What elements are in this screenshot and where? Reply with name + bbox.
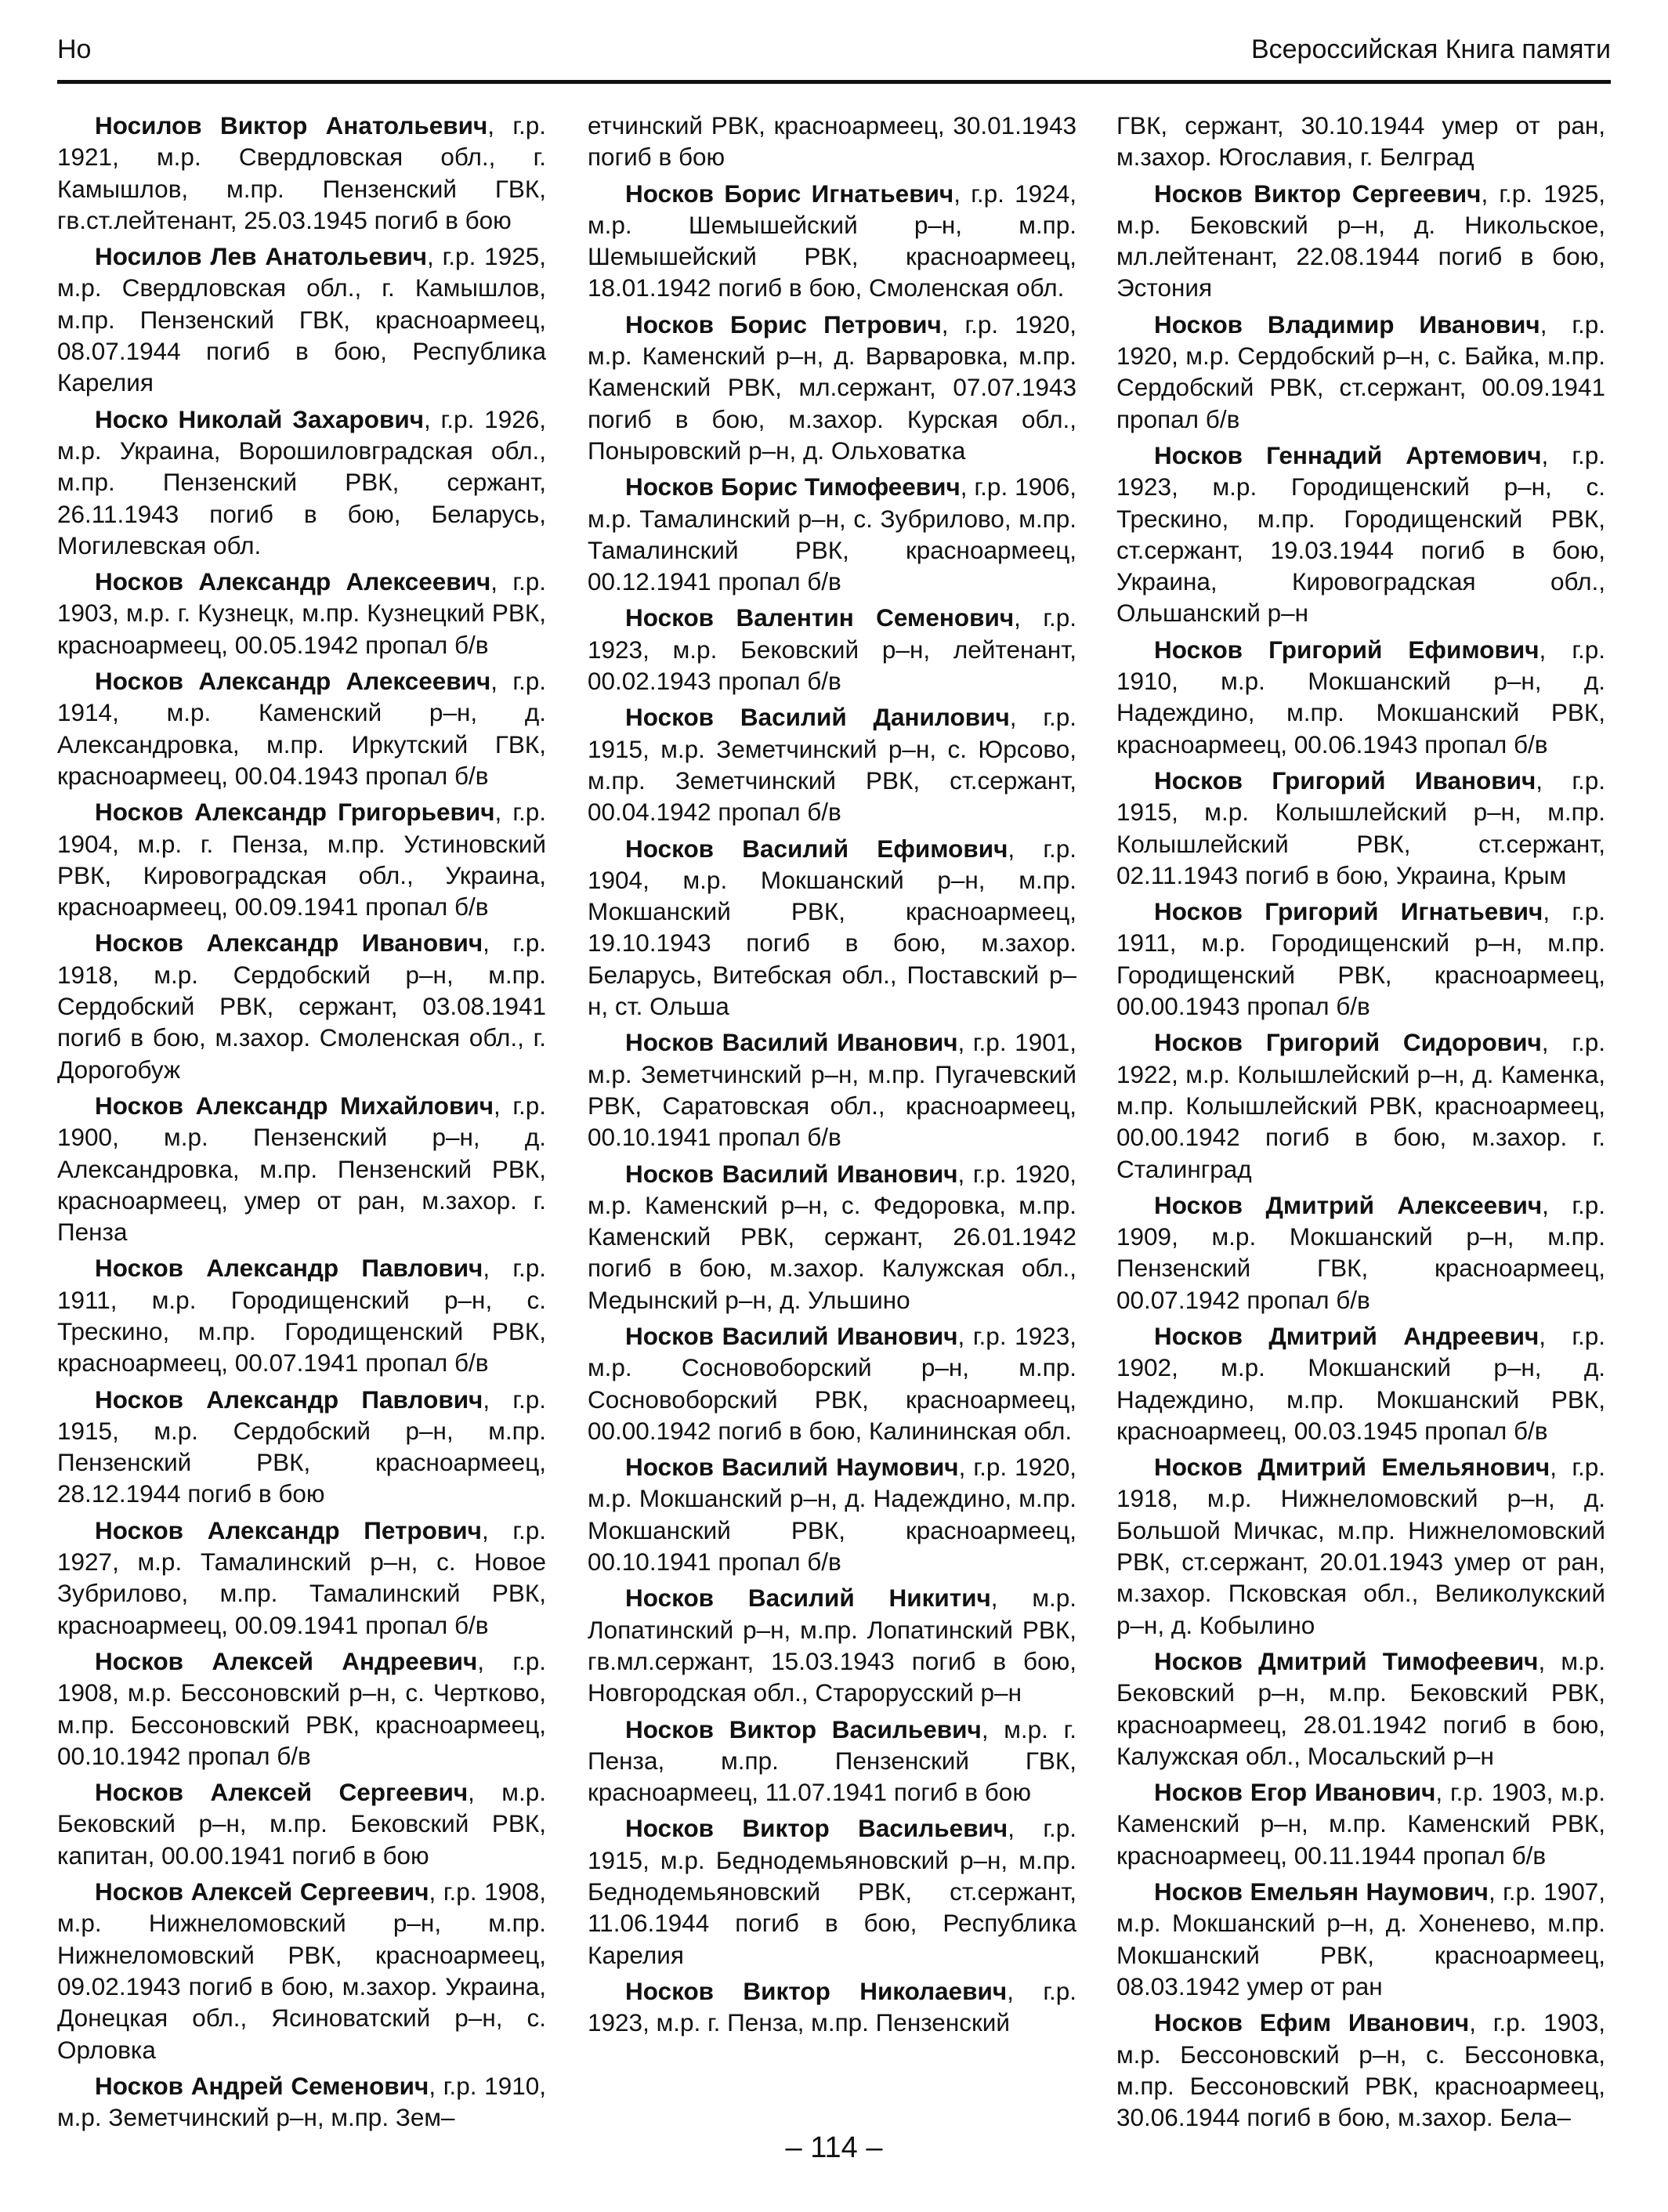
entry-details: , г.р. 1903, м.р. г. Кузнецк, м.пр. Кузнецкий РВК, красноармеец, 00.05.1942 пропал б/в bbox=[57, 567, 546, 659]
entry-details: , г.р. 1906, м.р. Тамалинский р–н, с. Зубрилово, м.пр. Тамалинский РВК, красноармеец, 00.12.1941 пропал б/в bbox=[588, 472, 1077, 596]
entry-details: , г.р. 1926, м.р. Украина, Ворошиловградская обл., м.пр. Пензенский РВК, сержант, 26.11.1943 погиб в бою, Беларусь, Могилевская обл. bbox=[57, 404, 547, 559]
person-name: Носков Борис Игнатьевич bbox=[625, 179, 954, 208]
person-name: Носков Виктор Николаевич bbox=[625, 1976, 1008, 2005]
entry-details: , г.р. 1923, м.р. Сосновоборский р–н, м.пр. Сосновоборский РВК, красноармеец, 00.00.1942 погиб в бою, Калининская обл. bbox=[588, 1321, 1076, 1445]
entry-details: , г.р. 1925, м.р. Свердловская обл., г. Камышлов, м.пр. Пензенский ГВК, красноармеец, 08.07.1944 погиб в бою, Республика Карелия bbox=[57, 242, 547, 397]
person-name: Носков Борис Петрович bbox=[625, 310, 942, 338]
memorial-entry bbox=[588, 701, 1076, 827]
person-name: Носков Василий Иванович bbox=[625, 1321, 958, 1350]
entry-details: , г.р. 1914, м.р. Каменский р–н, д. Александровка, м.пр. Иркутский ГВК, красноармеец, 00.04.1943 пропал б/в bbox=[57, 667, 546, 790]
person-name: Носков Василий Иванович bbox=[625, 1159, 958, 1188]
person-name: Носков Алексей Сергеевич bbox=[95, 1778, 469, 1807]
person-name: Носилов Виктор Анатольевич bbox=[95, 111, 488, 139]
memorial-entry bbox=[1116, 1320, 1605, 1446]
person-name: Носков Борис Тимофеевич bbox=[625, 472, 961, 501]
entry-details: , г.р. 1902, м.р. Мокшанский р–н, д. Надеждино, м.пр. Мокшанский РВК, красноармеец, 00.03.1945 пропал б/в bbox=[1116, 1321, 1606, 1445]
memorial-entry bbox=[588, 1975, 1076, 2039]
memorial-entry bbox=[57, 796, 546, 922]
memorial-entry bbox=[57, 927, 546, 1084]
memorial-entry bbox=[57, 110, 546, 236]
entry-details: , г.р. 1920, м.р. Каменский р–н, с. Федоровка, м.пр. Каменский РВК, сержант, 26.01.1942 погиб в бою, м.захор. Калужская обл., Медынский р–н, д. Ульшино bbox=[588, 1159, 1076, 1314]
memorial-entry bbox=[588, 1812, 1076, 1970]
memorial-entry bbox=[588, 833, 1076, 1023]
entry-details: етчинский РВК, красноармеец, 30.01.1943 погиб в бою bbox=[588, 111, 1076, 172]
memorial-entry bbox=[588, 602, 1076, 697]
book-title: Всероссийская Книга памяти bbox=[1250, 34, 1611, 64]
memorial-entry bbox=[588, 178, 1076, 304]
memorial-entry bbox=[57, 665, 546, 791]
text-column-3 bbox=[1116, 110, 1605, 2138]
person-name: Носков Василий Ефимович bbox=[625, 834, 1008, 863]
memorial-entry bbox=[1116, 110, 1605, 173]
page-number: – 114 – bbox=[785, 2131, 883, 2164]
memorial-entry bbox=[1116, 1776, 1605, 1871]
entry-details: , г.р. 1903, м.р. Бессоновский р–н, с. Бессоновка, м.пр. Бессоновский РВК, красноармеец, 30.06.1944 погиб в бою, м.захор. Бела– bbox=[1116, 2008, 1605, 2132]
memorial-entry bbox=[588, 1320, 1076, 1446]
person-name: Носков Ефим Иванович bbox=[1154, 2008, 1470, 2037]
memorial-entry bbox=[588, 471, 1076, 597]
entry-details: , г.р. 1915, м.р. Земетчинский р–н, с. Юрсово, м.пр. Земетчинский РВК, ст.сержант, 00.04.1942 пропал б/в bbox=[588, 703, 1076, 827]
text-column-2 bbox=[588, 110, 1076, 2044]
memorial-entry bbox=[57, 1876, 546, 2065]
entry-details: , г.р. 1915, м.р. Сердобский р–н, м.пр. Пензенский РВК, красноармеец, 28.12.1944 погиб в бою bbox=[57, 1385, 546, 1508]
entry-details: , г.р. 1920, м.р. Сердобский р–н, с. Байка, м.пр. Сердобский РВК, ст.сержант, 00.09.1941 пропал б/в bbox=[1116, 310, 1605, 433]
running-head-letters: Но bbox=[57, 34, 92, 64]
memorial-entry bbox=[57, 1515, 546, 1641]
entry-details: , г.р. 1920, м.р. Мокшанский р–н, д. Надеждино, м.пр. Мокшанский РВК, красноармеец, 00.10.1941 пропал б/в bbox=[588, 1453, 1076, 1577]
entry-details: , м.р. Бековский р–н, м.пр. Бековский РВК, красноармеец, 28.01.1942 погиб в бою, Калужская обл., Мосальский р–н bbox=[1116, 1646, 1606, 1770]
person-name: Носков Валентин Семенович bbox=[625, 603, 1015, 632]
person-name: Носков Владимир Иванович bbox=[1154, 310, 1540, 338]
entry-details: , г.р. 1915, м.р. Колышлейский р–н, м.пр. Колышлейский РВК, ст.сержант, 02.11.1943 погиб в бою, Украина, Крым bbox=[1116, 766, 1605, 889]
memorial-entry bbox=[57, 1252, 546, 1378]
person-name: Носков Григорий Иванович bbox=[1154, 766, 1536, 795]
memorial-entry bbox=[57, 1776, 546, 1871]
text-column-1 bbox=[57, 110, 546, 2138]
entry-details: , г.р. 1910, м.р. Мокшанский р–н, д. Надеждино, м.пр. Мокшанский РВК, красноармеец, 00.06.1943 пропал б/в bbox=[1116, 635, 1605, 758]
memorial-entry bbox=[57, 1384, 546, 1510]
entry-details: , м.р. Лопатинский р–н, м.пр. Лопатинский РВК, гв.мл.сержант, 15.03.1943 погиб в бою, Новгородская обл., Старорусский р–н bbox=[588, 1584, 1076, 1707]
person-name: Носков Александр Алексеевич bbox=[95, 567, 491, 596]
entry-details: , г.р. 1901, м.р. Земетчинский р–н, м.пр. Пугачевский РВК, Саратовская обл., красноармеец, 00.10.1941 пропал б/в bbox=[588, 1028, 1076, 1152]
person-name: Носков Виктор Сергеевич bbox=[1154, 179, 1482, 208]
entry-details: , г.р. 1923, м.р. Городищенский р–н, с. Трескино, м.пр. Городищенский РВК, ст.сержант, 19.03.1944 погиб в бою, Украина, Кировоградская обл., Ольшанский р–н bbox=[1116, 440, 1606, 628]
memorial-entry bbox=[1116, 1645, 1605, 1772]
person-name: Носков Дмитрий Андреевич bbox=[1154, 1321, 1540, 1350]
person-name: Носков Емельян Наумович bbox=[1154, 1877, 1489, 1906]
entry-details: , г.р. 1908, м.р. Бессоновский р–н, с. Чертково, м.пр. Бессоновский РВК, красноармеец, 00.10.1942 пропал б/в bbox=[57, 1646, 546, 1770]
person-name: Носков Алексей Андреевич bbox=[95, 1646, 478, 1675]
entry-details: , г.р. 1923, м.р. г. Пенза, м.пр. Пензенский bbox=[588, 1976, 1076, 2037]
memorial-entry bbox=[1116, 1876, 1605, 2002]
memorial-entry bbox=[1116, 1026, 1605, 1184]
person-name: Носков Василий Данилович bbox=[625, 703, 1010, 732]
person-name: Носков Александр Григорьевич bbox=[95, 798, 495, 827]
memorial-entry bbox=[1116, 2007, 1605, 2133]
person-name: Носков Виктор Васильевич bbox=[625, 1814, 1008, 1843]
entry-details: , г.р. 1904, м.р. г. Пенза, м.пр. Устиновский РВК, Кировоградская обл., Украина, красноармеец, 00.09.1941 пропал б/в bbox=[57, 798, 546, 921]
entry-details: , г.р. 1900, м.р. Пензенский р–н, д. Александровка, м.пр. Пензенский РВК, красноармеец, умер от ран, м.захор. г. Пенза bbox=[57, 1091, 547, 1247]
person-name: Носков Александр Петрович bbox=[95, 1515, 482, 1544]
memorial-entry bbox=[588, 309, 1076, 466]
memorial-entry bbox=[57, 241, 546, 398]
header-rule bbox=[57, 80, 1611, 84]
person-name: Носков Василий Иванович bbox=[625, 1028, 958, 1057]
person-name: Носков Григорий Ефимович bbox=[1154, 635, 1540, 664]
entry-details: , г.р. 1904, м.р. Мокшанский р–н, м.пр. Мокшанский РВК, красноармеец, 19.10.1943 погиб в бою, м.захор. Беларусь, Витебская обл., Поставский р–н, ст. Ольша bbox=[588, 834, 1076, 1021]
person-name: Носков Василий Наумович bbox=[625, 1453, 959, 1482]
entry-details: , м.р. Бековский р–н, м.пр. Бековский РВК, капитан, 00.00.1941 погиб в бою bbox=[57, 1778, 546, 1870]
person-name: Носков Дмитрий Тимофеевич bbox=[1154, 1646, 1539, 1675]
person-name: Носков Григорий Игнатьевич bbox=[1154, 897, 1543, 926]
memorial-entry bbox=[1116, 440, 1605, 629]
memorial-entry bbox=[588, 1582, 1076, 1708]
entry-details: , м.р. г. Пенза, м.пр. Пензенский ГВК, красноармеец, 11.07.1941 погиб в бою bbox=[588, 1714, 1076, 1807]
entry-details: , г.р. 1908, м.р. Нижнеломовский р–н, м.пр. Нижнеломовский РВК, красноармеец, 09.02.1943 погиб в бою, м.захор. Украина, Донецкая обл., Ясиноватский р–н, с. Орловка bbox=[57, 1877, 546, 2064]
person-name: Носков Александр Михайлович bbox=[95, 1091, 494, 1120]
memorial-entry bbox=[57, 404, 546, 561]
memorial-entry bbox=[1116, 634, 1605, 760]
entry-details: , г.р. 1911, м.р. Городищенский р–н, с. Трескино, м.пр. Городищенский РВК, красноармеец, 00.07.1941 пропал б/в bbox=[57, 1254, 546, 1378]
entry-details: , г.р. 1909, м.р. Мокшанский р–н, м.пр. Пензенский ГВК, красноармеец, 00.07.1942 пропал б/в bbox=[1116, 1190, 1606, 1314]
memorial-entry bbox=[1116, 1189, 1605, 1316]
person-name: Носков Геннадий Артемович bbox=[1154, 440, 1542, 469]
person-name: Носков Василий Никитич bbox=[625, 1584, 991, 1613]
person-name: Носков Григорий Сидорович bbox=[1154, 1028, 1542, 1057]
memorial-entry bbox=[57, 566, 546, 661]
entry-details: , г.р. 1924, м.р. Шемышейский р–н, м.пр. Шемышейский РВК, красноармеец, 18.01.1942 погиб в бою, Смоленская обл. bbox=[588, 179, 1076, 302]
entry-details: , г.р. 1921, м.р. Свердловская обл., г. Камышлов, м.пр. Пензенский ГВК, гв.ст.лейтенант, 25.03.1945 погиб в бою bbox=[57, 111, 546, 234]
person-name: Носков Алексей Сергеевич bbox=[95, 1877, 429, 1906]
memorial-entry bbox=[57, 1645, 546, 1772]
memorial-entry bbox=[57, 2070, 546, 2134]
memorial-entry bbox=[588, 110, 1076, 173]
memorial-entry bbox=[1116, 896, 1605, 1022]
memorial-entry bbox=[588, 1451, 1076, 1577]
entry-details: , г.р. 1922, м.р. Колышлейский р–н, д. Каменка, м.пр. Колышлейский РВК, красноармеец, 00.00.1942 погиб в бою, м.захор. г. Сталинград bbox=[1116, 1028, 1605, 1183]
entry-details: , г.р. 1918, м.р. Сердобский р–н, м.пр. Сердобский РВК, сержант, 03.08.1941 погиб в бою, м.захор. Смоленская обл., г. Дорогобуж bbox=[57, 929, 547, 1084]
page-header bbox=[57, 30, 1611, 77]
entry-details: , г.р. 1907, м.р. Мокшанский р–н, д. Хоненево, м.пр. Мокшанский РВК, красноармеец, 08.03.1942 умер от ран bbox=[1116, 1877, 1605, 2000]
person-name: Носков Виктор Васильевич bbox=[625, 1714, 982, 1743]
entry-details: , г.р. 1903, м.р. Каменский р–н, м.пр. Каменский РВК, красноармеец, 00.11.1944 пропал б/в bbox=[1116, 1778, 1605, 1870]
person-name: Носков Александр Иванович bbox=[95, 929, 483, 958]
entry-details: , г.р. 1911, м.р. Городищенский р–н, м.пр. Городищенский РВК, красноармеец, 00.00.1943 пропал б/в bbox=[1116, 897, 1605, 1021]
person-name: Носков Андрей Семенович bbox=[95, 2071, 429, 2100]
person-name: Носко Николай Захарович bbox=[95, 404, 425, 433]
memorial-entry bbox=[588, 1026, 1076, 1153]
entry-details: , г.р. 1925, м.р. Бековский р–н, д. Никольское, мл.лейтенант, 22.08.1944 погиб в бою, Эстония bbox=[1116, 179, 1606, 302]
entry-details: , г.р. 1920, м.р. Каменский р–н, д. Варваровка, м.пр. Каменский РВК, мл.сержант, 07.07.1943 погиб в бою, м.захор. Курская обл., Поныровский р–н, д. Ольховатка bbox=[588, 310, 1077, 465]
entry-details: , г.р. 1918, м.р. Нижнеломовский р–н, д. Большой Мичкас, м.пр. Нижнеломовский РВК, ст.сержант, 20.01.1943 умер от ран, м.захор. Псковская обл., Великолукский р–н, д. Кобылино bbox=[1116, 1453, 1606, 1639]
entry-details: , г.р. 1927, м.р. Тамалинский р–н, с. Новое Зубрилово, м.пр. Тамалинский РВК, красноармеец, 00.09.1941 пропал б/в bbox=[57, 1515, 547, 1639]
memorial-entry bbox=[57, 1090, 546, 1247]
person-name: Носков Дмитрий Емельянович bbox=[1154, 1453, 1550, 1482]
person-name: Носков Егор Иванович bbox=[1154, 1778, 1436, 1807]
person-name: Носилов Лев Анатольевич bbox=[95, 242, 428, 271]
memorial-entry bbox=[1116, 1451, 1605, 1641]
entry-details: , г.р. 1915, м.р. Беднодемьяновский р–н, м.пр. Беднодемьяновский РВК, ст.сержант, 11.06.1944 погиб в бою, Республика Карелия bbox=[588, 1814, 1076, 1969]
person-name: Носков Александр Алексеевич bbox=[95, 667, 491, 696]
person-name: Носков Александр Павлович bbox=[95, 1385, 483, 1414]
person-name: Носков Дмитрий Алексеевич bbox=[1154, 1190, 1543, 1219]
memorial-entry bbox=[588, 1158, 1076, 1316]
memorial-entry bbox=[1116, 178, 1605, 304]
memorial-entry bbox=[1116, 309, 1605, 435]
entry-details: , г.р. 1923, м.р. Бековский р–н, лейтенант, 00.02.1943 пропал б/в bbox=[588, 603, 1076, 696]
entry-details: ГВК, сержант, 30.10.1944 умер от ран, м.захор. Югославия, г. Белград bbox=[1116, 111, 1605, 172]
entry-details: , г.р. 1910, м.р. Земетчинский р–н, м.пр. Зем– bbox=[57, 2071, 546, 2132]
memorial-entry bbox=[588, 1714, 1076, 1808]
memorial-entry bbox=[1116, 765, 1605, 891]
person-name: Носков Александр Павлович bbox=[95, 1254, 483, 1283]
